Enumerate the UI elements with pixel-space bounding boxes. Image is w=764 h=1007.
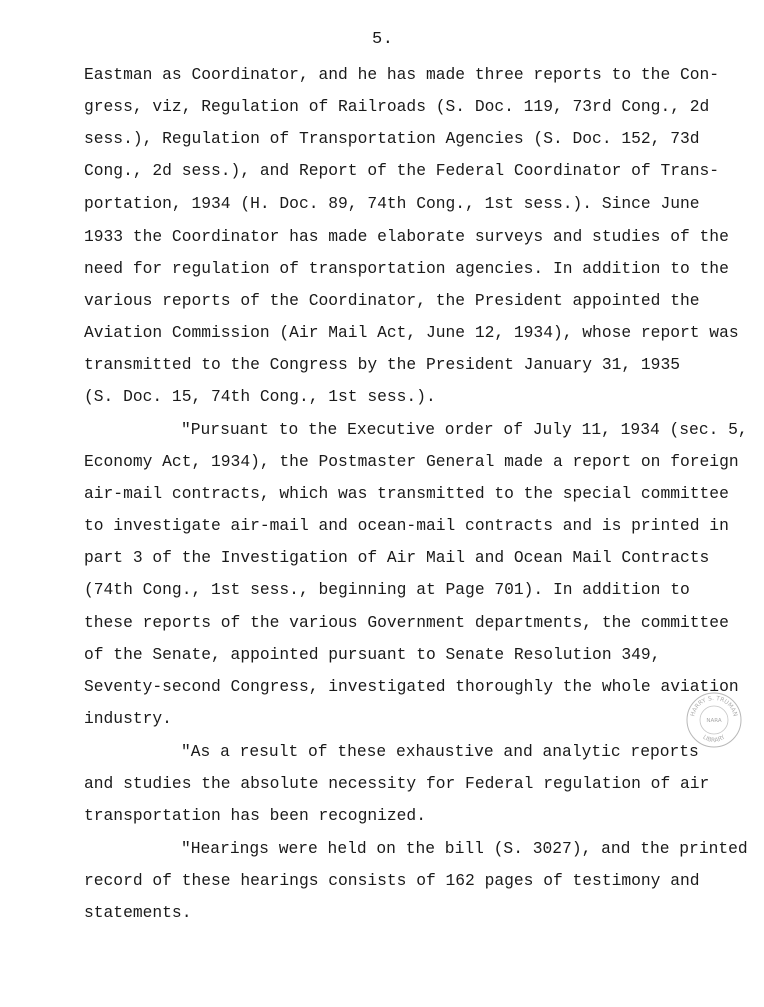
text-line: these reports of the various Government departments, the committee: [84, 613, 729, 632]
text-line: record of these hearings consists of 162 pages of testimony and: [84, 871, 700, 890]
text-line: "As a result of these exhaustive and analytic reports: [181, 742, 699, 761]
text-line: 1933 the Coordinator has made elaborate surveys and studies of the: [84, 227, 729, 246]
text-line: of the Senate, appointed pursuant to Senate Resolution 349,: [84, 645, 661, 664]
text-line: (74th Cong., 1st sess., beginning at Page 701). In addition to: [84, 580, 690, 599]
text-line: sess.), Regulation of Transportation Agencies (S. Doc. 152, 73d: [84, 129, 700, 148]
text-line: portation, 1934 (H. Doc. 89, 74th Cong., 1st sess.). Since June: [84, 194, 700, 213]
text-line: Economy Act, 1934), the Postmaster General made a report on foreign: [84, 452, 739, 471]
text-line: transmitted to the Congress by the President January 31, 1935: [84, 355, 680, 374]
text-line: "Pursuant to the Executive order of July 11, 1934 (sec. 5,: [181, 420, 748, 439]
text-line: industry.: [84, 709, 172, 728]
library-stamp-icon: [684, 690, 744, 750]
svg-text:LIBRARY: LIBRARY: [701, 733, 727, 745]
text-line: and studies the absolute necessity for Federal regulation of air: [84, 774, 710, 793]
text-line: part 3 of the Investigation of Air Mail and Ocean Mail Contracts: [84, 548, 710, 567]
svg-text:NARA: NARA: [706, 718, 722, 724]
text-line: various reports of the Coordinator, the President appointed the: [84, 291, 700, 310]
text-line: (S. Doc. 15, 74th Cong., 1st sess.).: [84, 387, 436, 406]
text-line: transportation has been recognized.: [84, 806, 426, 825]
text-line: Aviation Commission (Air Mail Act, June 12, 1934), whose report was: [84, 323, 739, 342]
text-line: statements.: [84, 903, 192, 922]
text-line: air-mail contracts, which was transmitted to the special committee: [84, 484, 729, 503]
text-line: need for regulation of transportation agencies. In addition to the: [84, 259, 729, 278]
text-line: to investigate air-mail and ocean-mail contracts and is printed in: [84, 516, 729, 535]
text-line: Eastman as Coordinator, and he has made three reports to the Con-: [84, 65, 720, 84]
svg-text:HARRY S. TRUMAN: HARRY S. TRUMAN: [689, 694, 739, 718]
text-line: Seventy-second Congress, investigated thoroughly the whole aviation: [84, 677, 739, 696]
text-line: "Hearings were held on the bill (S. 3027), and the printed: [181, 839, 748, 858]
text-line: gress, viz, Regulation of Railroads (S. Doc. 119, 73rd Cong., 2d: [84, 97, 710, 116]
text-line: Cong., 2d sess.), and Report of the Federal Coordinator of Trans-: [84, 161, 720, 180]
page-number: 5.: [372, 30, 394, 49]
